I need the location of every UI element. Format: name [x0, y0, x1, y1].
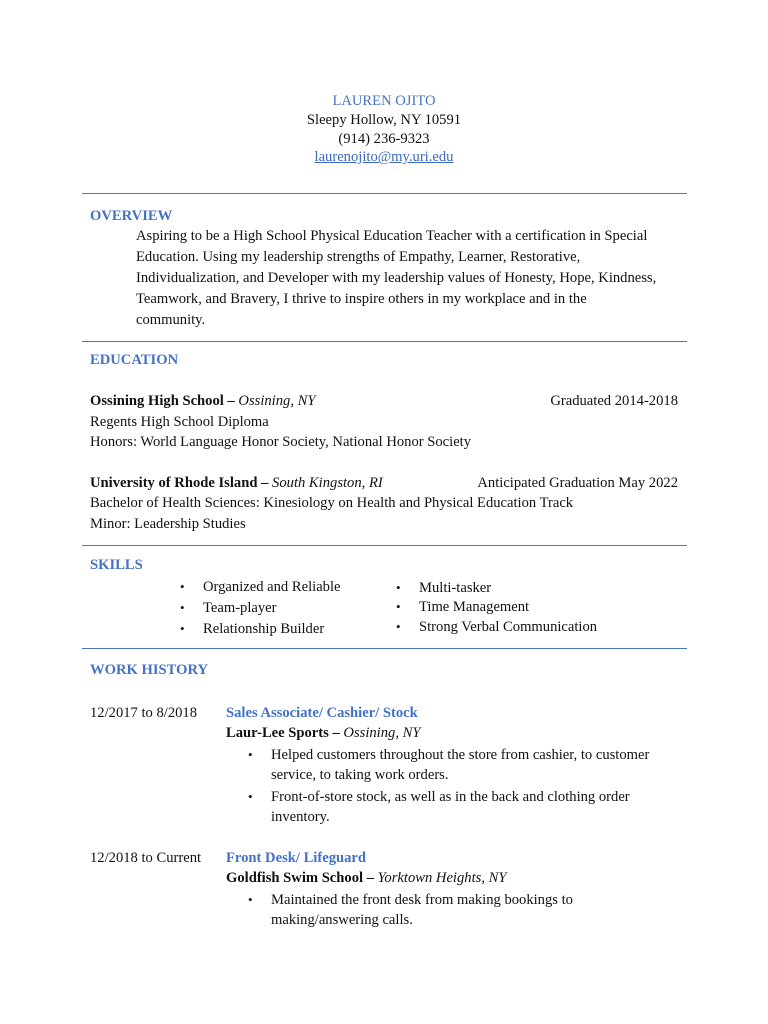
skill-item: Relationship Builder [203, 621, 325, 637]
school-date: Graduated 2014-2018 [550, 393, 678, 409]
job-dates: 12/2018 to Current [90, 850, 202, 866]
school-line: University of Rhode Island – South Kingston, RI [90, 475, 383, 491]
bullet-icon: • [248, 789, 253, 804]
section-divider [82, 648, 687, 649]
overview-heading: OVERVIEW [90, 208, 173, 224]
section-divider [82, 545, 687, 546]
job-employer-line: Laur-Lee Sports – Ossining, NY [226, 725, 421, 741]
applicant-name: LAUREN OJITO [332, 93, 436, 109]
job-duty-line: inventory. [271, 809, 330, 825]
school-location: South Kingston, RI [272, 475, 383, 491]
employer-name: Goldfish Swim School [226, 870, 364, 886]
employer-location: Ossining, NY [343, 725, 421, 741]
bullet-icon: • [248, 892, 253, 907]
employer-location: Yorktown Heights, NY [377, 870, 507, 886]
school-date: Anticipated Graduation May 2022 [477, 475, 678, 491]
skill-item: Team-player [203, 600, 277, 616]
school-line: Ossining High School – Ossining, NY [90, 393, 316, 409]
overview-line: Aspiring to be a High School Physical Education Teacher with a certification in Special [136, 228, 648, 244]
bullet-icon: • [396, 580, 401, 595]
email-line [0, 147, 768, 167]
job-duty-line: Front-of-store stock, as well as in the back and clothing order [271, 789, 630, 805]
overview-line: Education. Using my leadership strengths of Empathy, Learner, Restorative, [136, 249, 581, 265]
email-link[interactable]: laurenojito@my.uri.edu [314, 149, 454, 165]
job-duty-line: Helped customers throughout the store from cashier, to customer [271, 747, 650, 763]
bullet-icon: • [180, 621, 185, 636]
bullet-icon: • [248, 747, 253, 762]
bullet-icon: • [396, 599, 401, 614]
school-detail: Honors: World Language Honor Society, National Honor Society [90, 434, 472, 450]
job-employer-line: Goldfish Swim School – Yorktown Heights, NY [226, 870, 507, 886]
section-divider [82, 341, 687, 342]
skills-heading: SKILLS [90, 557, 143, 573]
skill-item: Multi-tasker [419, 580, 492, 596]
phone: (914) 236-9323 [338, 131, 430, 147]
school-name: Ossining High School [90, 393, 224, 409]
job-title: Sales Associate/ Cashier/ Stock [226, 705, 418, 721]
address: Sleepy Hollow, NY 10591 [306, 112, 462, 128]
work-history-heading: WORK HISTORY [90, 662, 209, 678]
section-divider [82, 193, 687, 194]
job-duty-line: making/answering calls. [271, 912, 413, 928]
job-duty-line: Maintained the front desk from making bookings to [271, 892, 573, 908]
school-detail: Bachelor of Health Sciences: Kinesiology on Health and Physical Education Track [90, 495, 574, 511]
school-detail: Minor: Leadership Studies [90, 516, 246, 532]
skill-item: Time Management [419, 599, 530, 615]
overview-line: community. [136, 312, 206, 328]
bullet-icon: • [180, 600, 185, 615]
skill-item: Strong Verbal Communication [419, 619, 598, 635]
education-heading: EDUCATION [90, 352, 179, 368]
school-location: Ossining, NY [238, 393, 316, 409]
job-title: Front Desk/ Lifeguard [226, 850, 366, 866]
bullet-icon: • [396, 619, 401, 634]
employer-name: Laur-Lee Sports [226, 725, 329, 741]
skill-item: Organized and Reliable [203, 579, 341, 595]
overview-line: Individualization, and Developer with my leadership values of Honesty, Hope, Kindness, [136, 270, 657, 286]
school-detail: Regents High School Diploma [90, 414, 269, 430]
job-duty-line: service, to taking work orders. [271, 767, 449, 783]
job-dates: 12/2017 to 8/2018 [90, 705, 198, 721]
overview-line: Teamwork, and Bravery, I thrive to inspire others in my workplace and in the [136, 291, 587, 307]
school-name: University of Rhode Island [90, 475, 258, 491]
bullet-icon: • [180, 579, 185, 594]
